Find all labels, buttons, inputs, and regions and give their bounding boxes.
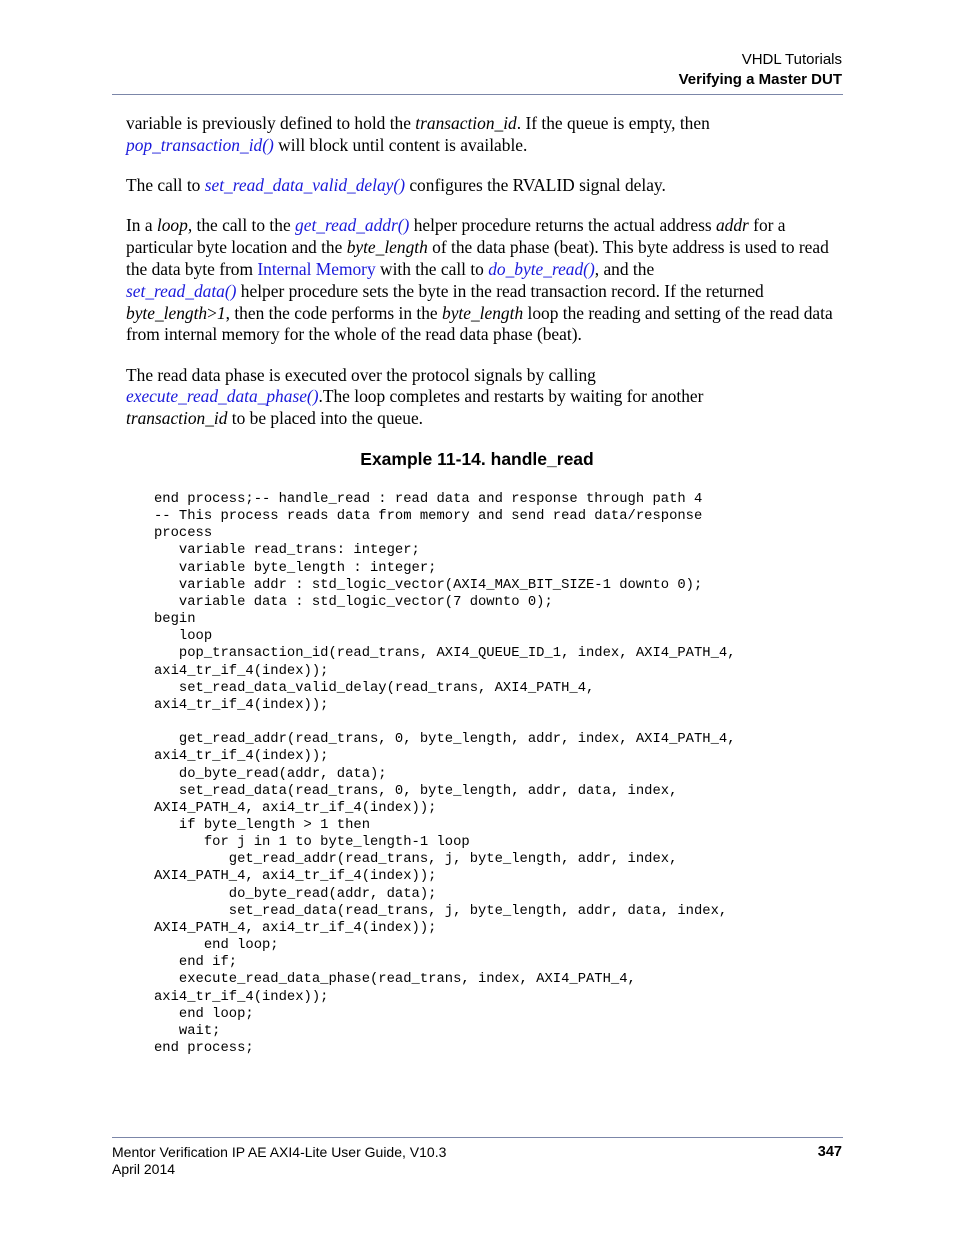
italic-term: transaction_id: [126, 408, 228, 429]
footer-rule: [112, 1137, 843, 1138]
paragraph-2: [126, 175, 842, 197]
link-internal-memory[interactable]: Internal Memory: [257, 258, 376, 279]
italic-term: byte_length: [126, 302, 208, 323]
page-header: [679, 50, 842, 90]
footer-doc-title: Mentor Verification IP AE AXI4-Lite User Guide, V10.3: [112, 1144, 447, 1160]
text: , then the code performs in the: [225, 302, 443, 323]
paragraph-3: [126, 215, 842, 346]
text: The call to: [126, 175, 205, 196]
text: In a: [126, 215, 157, 236]
link-get-read-addr[interactable]: get_read_addr(): [295, 215, 410, 236]
page-number: 347: [817, 1144, 842, 1160]
text: , and the: [594, 258, 655, 279]
text: loop the reading and setting of the read data from internal memory for the whole of the read data phase (beat).: [126, 302, 833, 345]
italic-term: 1: [216, 302, 226, 323]
text: .The loop completes and restarts by waiting for another: [318, 386, 704, 407]
example-caption: Example 11-14. handle_read: [360, 449, 594, 469]
text: the call to the: [192, 215, 296, 236]
link-execute-read-data-phase[interactable]: execute_read_data_phase(): [126, 386, 319, 407]
italic-term: byte_length: [442, 302, 524, 323]
text: >: [207, 302, 217, 323]
italic-term: byte_length: [346, 237, 428, 258]
header-rule: [112, 94, 843, 95]
paragraph-4: [126, 365, 842, 430]
text: variable is previously defined to hold the: [126, 113, 416, 133]
header-title: VHDL Tutorials: [741, 51, 842, 68]
text: helper procedure sets the byte in the read transaction record. If the returned: [236, 280, 764, 301]
text: to be placed into the queue.: [227, 408, 424, 429]
text: configures the RVALID signal delay.: [404, 175, 666, 196]
header-subtitle: Verifying a Master DUT: [678, 71, 842, 88]
paragraph-1: [126, 113, 842, 157]
code-listing: end process;-- handle_read : read data and response through path 4 -- This process reads data from memory and send read data/response process variable read_trans: integer; variable byte_length : integer; variable addr : std_logic_vector(AXI4_MAX_BIT_SIZE-1 downto 0); variable data : std_logic_vector(7 downto 0); begin loop pop_transaction_id(read_trans, AXI4_QUEUE_ID_1, index, AXI4_PATH_4, axi4_tr_if_4(index)); set_read_data_valid_delay(read_trans, AXI4_PATH_4, axi4_tr_if_4(index)); get_read_addr(read_trans, 0, byte_length, addr, index, AXI4_PATH_4, axi4_tr_if_4(index)); do_byte_read(addr, data); set_read_data(read_trans, 0, byte_length, addr, data, index, AXI4_PATH_4, axi4_tr_if_4(index)); if byte_length > 1 then for j in 1 to byte_length-1 loop get_read_addr(read_trans, j, byte_length, addr, index, AXI4_PATH_4, axi4_tr_if_4(index)); do_byte_read(addr, data); set_read_data(read_trans, j, byte_length, addr, data, index, AXI4_PATH_4, axi4_tr_if_4(index)); end loop; end if; execute_read_data_phase(read_trans, index, AXI4_PATH_4, axi4_tr_if_4(index)); end loop; wait; end process;: [154, 491, 736, 1056]
text: of the data phase (beat). This byte address is used to read the data byte from: [126, 237, 829, 279]
link-set-read-data-valid-delay[interactable]: set_read_data_valid_delay(): [204, 175, 405, 196]
text: . If the queue is empty, then: [516, 113, 710, 133]
footer-left: [112, 1144, 446, 1178]
footer-date: April 2014: [112, 1161, 176, 1177]
text: with the call to: [375, 258, 489, 279]
italic-term: addr: [715, 215, 749, 236]
text: helper procedure returns the actual address: [409, 215, 716, 236]
italic-term: loop,: [156, 215, 193, 236]
text: will block until content is available.: [273, 134, 528, 155]
text: The read data phase is executed over the protocol signals by calling: [126, 364, 596, 385]
link-do-byte-read[interactable]: do_byte_read(): [488, 258, 595, 279]
italic-term: transaction_id: [415, 113, 517, 133]
link-pop-transaction-id[interactable]: pop_transaction_id(): [126, 134, 274, 155]
link-set-read-data[interactable]: set_read_data(): [126, 280, 237, 301]
text: for a particular byte location and the: [126, 215, 786, 258]
body-text: [126, 113, 842, 449]
